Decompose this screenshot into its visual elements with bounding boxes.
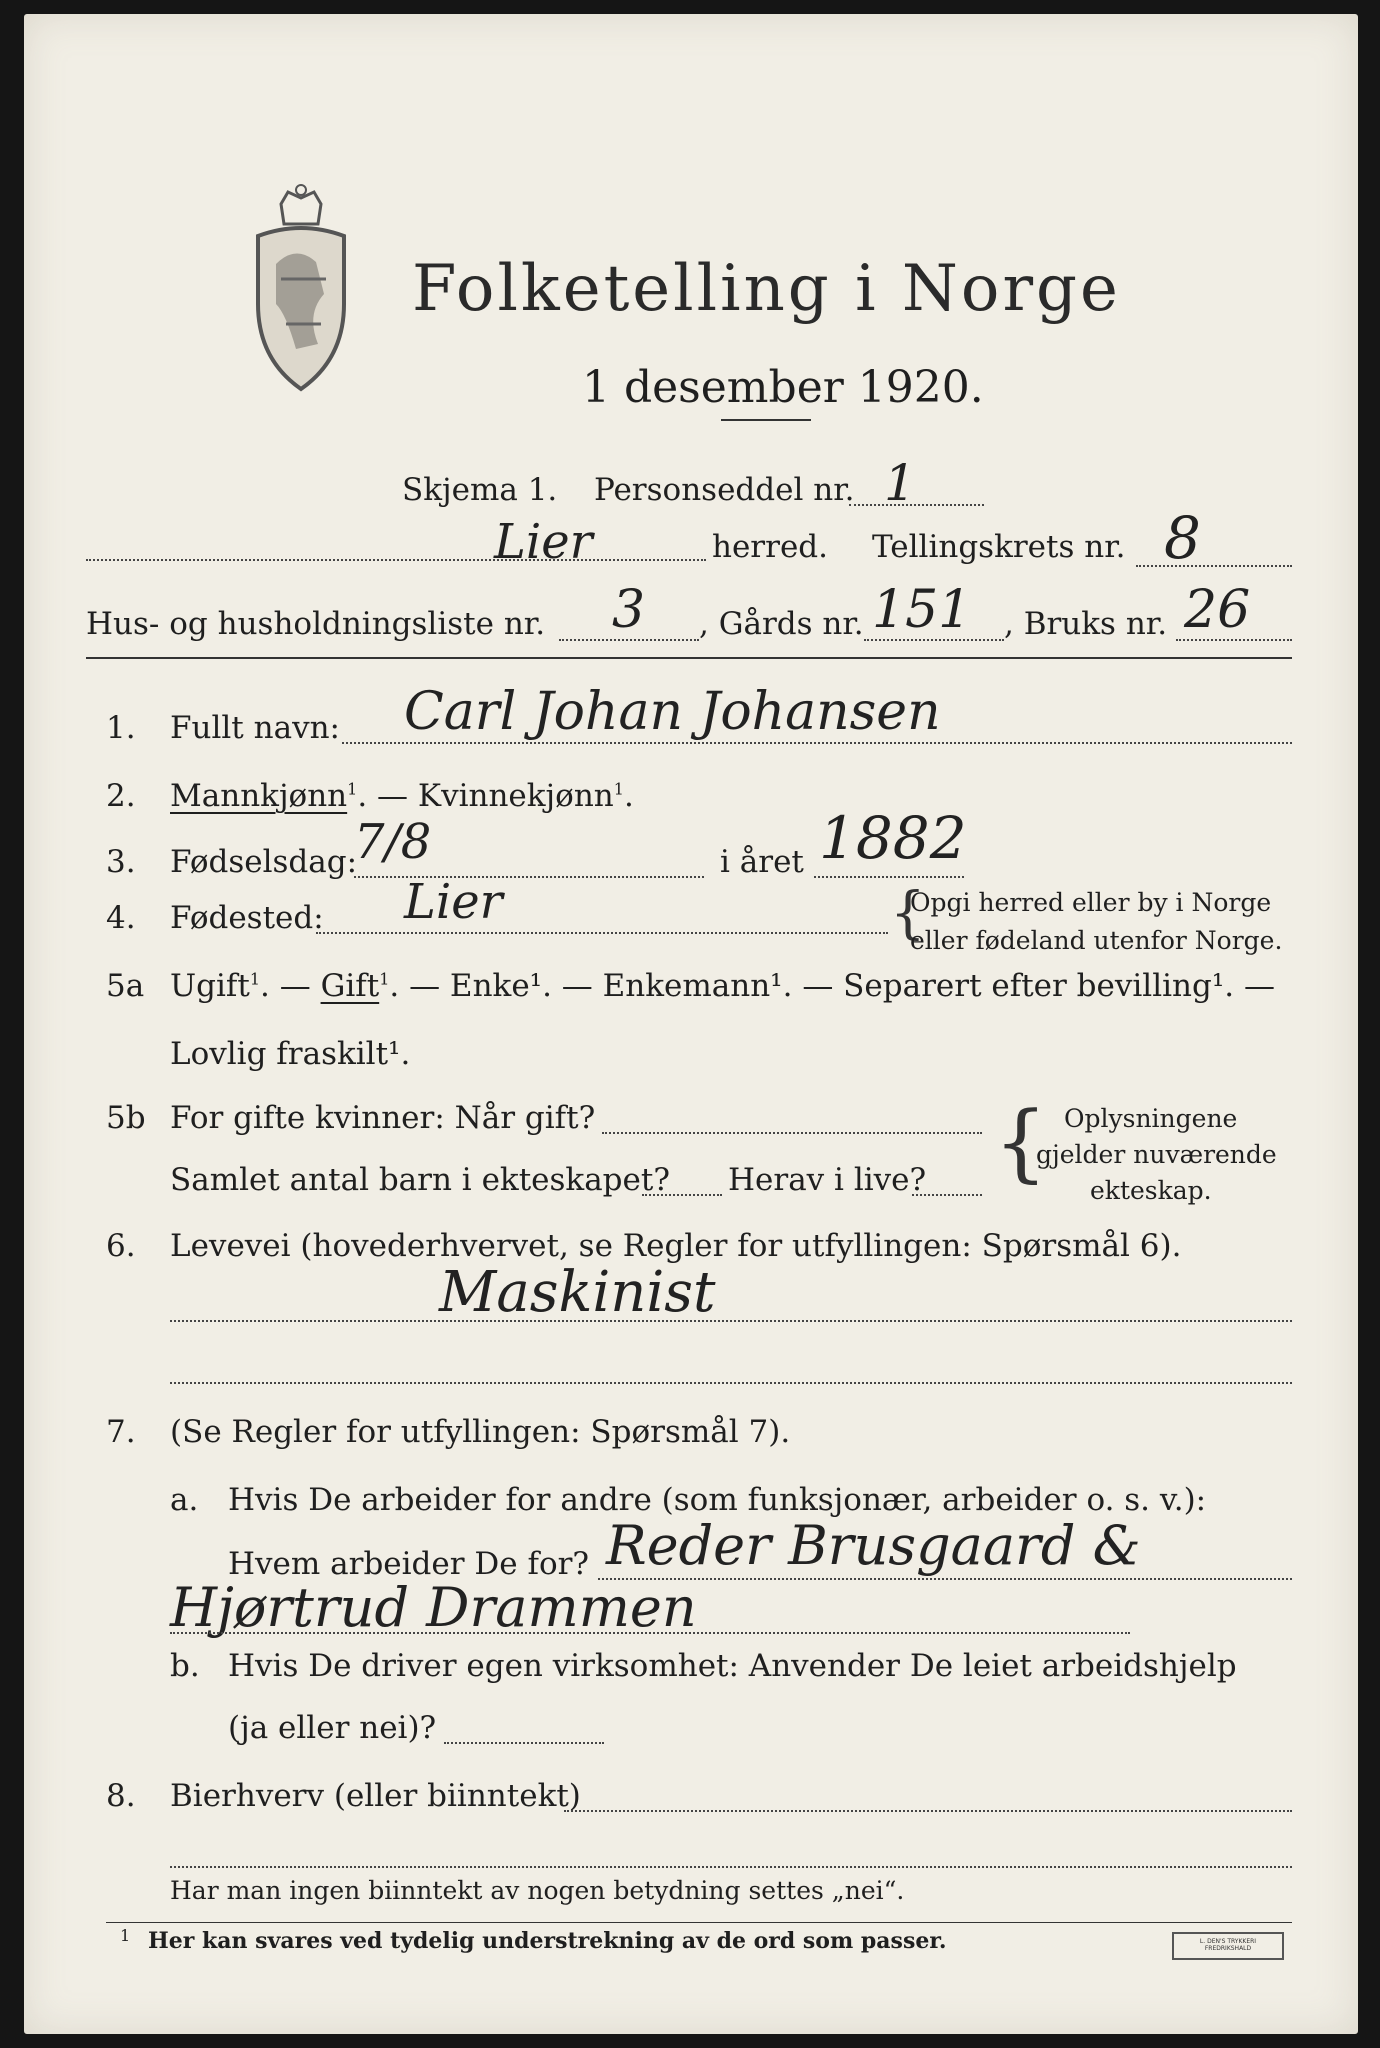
q8-field-line-1 [564, 1810, 1292, 1812]
krets-value: 8 [1164, 504, 1201, 572]
household-list-value: 3 [612, 580, 646, 640]
q7a-employer-label: Hvem arbeider De for? [228, 1546, 590, 1582]
q7a-employer-value-line1: Reder Brusgaard & [606, 1514, 1141, 1577]
q1-full-name-value: Carl Johan Johansen [404, 682, 941, 742]
q5b-note-line2: gjelder nuværende [1036, 1140, 1277, 1169]
q5b-label: For gifte kvinner: Når gift? [170, 1100, 596, 1136]
q1-field-line [342, 742, 1292, 744]
q5b-note-line1: Oplysningene [1064, 1104, 1238, 1133]
footnote-divider [106, 1922, 1292, 1923]
q5b-note-brace: { [994, 1093, 1048, 1191]
q5a-ugift-option: Ugift [170, 968, 250, 1004]
q6-label: Levevei (hovederhvervet, se Regler for utfyllingen: Spørsmål 6). [170, 1228, 1182, 1264]
herred-label: herred. [712, 529, 828, 565]
q2-end: . [623, 778, 634, 814]
q7a-label: Hvis De arbeider for andre (som funksjonær, arbeider o. s. v.): [228, 1482, 1207, 1518]
q4-field-line [316, 932, 888, 934]
q2-male-option: Mannkjønn [170, 778, 348, 814]
q3-label: Fødselsdag: [170, 844, 358, 880]
q7b-letter: b. [170, 1648, 200, 1684]
q8-field-line-2 [170, 1866, 1292, 1868]
krets-field-line [1136, 565, 1292, 567]
q4-note-line2: eller fødeland utenfor Norge. [910, 926, 1283, 955]
q3-birthday-value: 7/8 [354, 814, 432, 870]
printer-stamp-text: L. DEN'S TRYKKERI FREDRIKSHALD [1199, 1938, 1257, 1952]
q7a-field-line-2 [170, 1632, 1130, 1634]
census-form [24, 14, 1358, 2034]
form-date: 1 desember 1920. [582, 362, 984, 413]
form-title: Folketelling i Norge [412, 252, 1121, 326]
q6-field-line-2 [170, 1382, 1292, 1384]
q5b-alive-field-line [912, 1194, 982, 1196]
header-divider [86, 657, 1292, 659]
q4-label: Fødested: [170, 900, 324, 936]
q2-separator: . — [357, 778, 418, 814]
q5b-note-line3: ekteskap. [1090, 1176, 1212, 1205]
q5b-children-label: Samlet antal barn i ekteskapet? [170, 1162, 670, 1198]
gards-label: , Gårds nr. [699, 606, 864, 642]
q5a-number: 5a [106, 968, 145, 1004]
norwegian-coat-of-arms-icon [246, 184, 356, 396]
q8-number: 8. [106, 1778, 136, 1814]
q5a-options: Ugift$^1$. — Gift$^1$. — Enke¹. — Enkemann¹. — Separert efter bevilling¹. — [170, 968, 1275, 1004]
footnote-text: Her kan svares ved tydelig understrekning av de ord som passer. [148, 1928, 947, 1954]
q5b-children-field-line [642, 1194, 722, 1196]
q2-gender-line: Mannkjønn$^1$. — Kvinnekjønn$^1$. [170, 778, 634, 814]
q5a-line2: Lovlig fraskilt¹. [170, 1036, 411, 1072]
krets-label: Tellingskrets nr. [872, 529, 1126, 565]
person-number-value: 1 [884, 454, 916, 512]
q3-year-label: i året [720, 844, 804, 880]
printer-stamp [1172, 1932, 1284, 1960]
q7-number: 7. [106, 1414, 136, 1450]
gards-value: 151 [872, 580, 972, 640]
household-list-label: Hus- og husholdningsliste nr. [86, 606, 546, 642]
q5a-separator: . — [260, 968, 321, 1004]
person-label: Personseddel nr. [594, 472, 855, 508]
q5b-alive-label: Herav i live? [728, 1162, 927, 1198]
q7a-letter: a. [170, 1482, 199, 1518]
q7a-employer-value-line2: Hjørtrud Drammen [170, 1576, 697, 1639]
q6-number: 6. [106, 1228, 136, 1264]
q7a-field-line-1 [598, 1578, 1292, 1580]
q3-number: 3. [106, 844, 136, 880]
herred-value: Lier [494, 514, 593, 570]
bruks-value: 26 [1184, 580, 1251, 640]
footer-note: Har man ingen biinntekt av nogen betydning settes „nei“. [170, 1876, 905, 1905]
bruks-label: , Bruks nr. [1004, 606, 1168, 642]
q7-label: (Se Regler for utfyllingen: Spørsmål 7). [170, 1414, 791, 1450]
person-field-line [849, 504, 984, 506]
q7b-line2: (ja eller nei)? [228, 1710, 437, 1746]
q8-label: Bierhverv (eller biinntekt) [170, 1778, 581, 1814]
q4-number: 4. [106, 900, 136, 936]
q4-birthplace-value: Lier [404, 874, 503, 930]
q1-label: Fullt navn: [170, 710, 340, 746]
footnote-mark: 1 [120, 1926, 131, 1945]
q2-number: 2. [106, 778, 136, 814]
q7b-field-line [444, 1742, 604, 1744]
q5a-gift-option: Gift [320, 968, 380, 1004]
q3-year-value: 1882 [819, 804, 967, 872]
q3-year-field-line [814, 876, 964, 878]
q2-female-option: Kvinnekjønn [417, 778, 614, 814]
title-divider [721, 419, 811, 421]
q6-occupation-value: Maskinist [439, 1260, 716, 1325]
q5b-married-field-line [602, 1132, 982, 1134]
q5b-number: 5b [106, 1100, 146, 1136]
q4-note-brace: { [890, 881, 926, 946]
q5a-other-options: . — Enke¹. — Enkemann¹. — Separert efter bevilling¹. — [389, 968, 1275, 1004]
herred-field-line [86, 559, 706, 561]
q6-field-line-1 [170, 1320, 1292, 1322]
q4-note-line1: Opgi herred eller by i Norge [910, 888, 1272, 917]
schema-label: Skjema 1. [402, 472, 558, 508]
q1-number: 1. [106, 710, 136, 746]
q7b-label: Hvis De driver egen virksomhet: Anvender De leiet arbeidshjelp [228, 1648, 1237, 1684]
